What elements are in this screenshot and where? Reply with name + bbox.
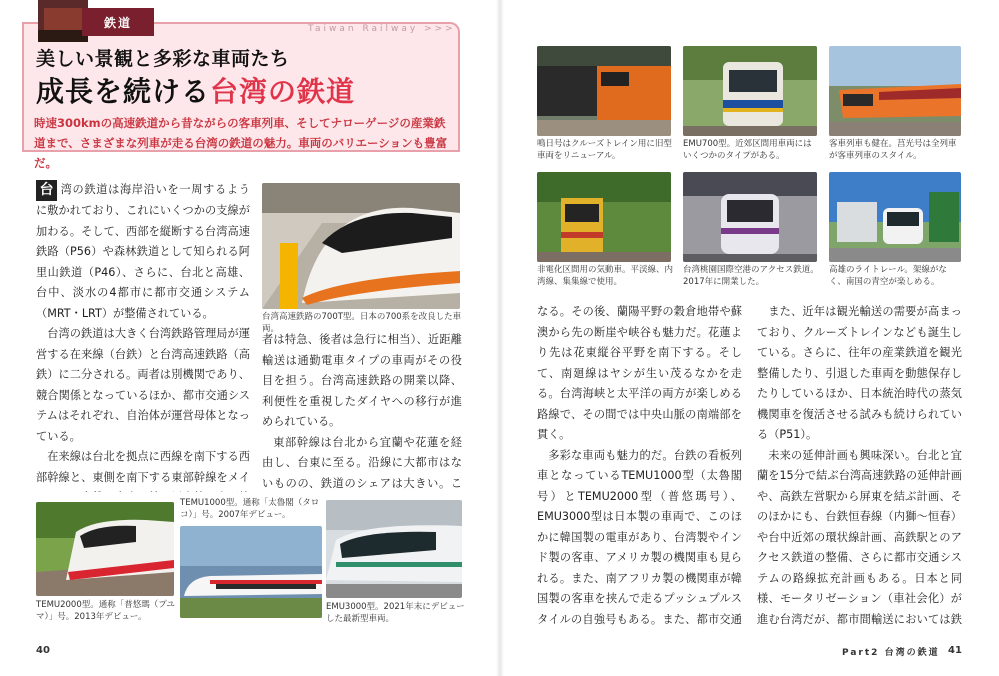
caption-airport-mrt: 台湾桃園国際空港のアクセス鉄道。2017年に開業した。 [683,265,819,287]
paragraph [36,180,250,324]
page-number-right: 41 [948,645,962,656]
caption-hsr: 台湾高速鉄路の700T型。日本の700系を改良した車両。 [262,312,462,334]
paragraph: また、近年は観光輸送の需要が高まっており、クルーズトレインなども誕生している。さらに、往年の産業鉄道を観光整備したり、引退した車両を動態保存したりしているほか、日本統治時代の蒸気機関車を復活させる試みも続けられている（P51）。 [757,305,962,441]
caption-kaohsiung-lrt: 高雄のライトレール。架線がなく、南国の青空が楽しめる。 [829,265,947,287]
dropcap: 台 [36,180,57,201]
caption-chukuang: 客車列車も健在。莒光号は全列車が客車列車のスタイル。 [829,139,957,161]
body-column-3 [537,302,742,626]
footer-section-label: Part2 台湾の鉄道 [842,648,940,658]
paragraph: 多彩な車両も魅力的だ。台鉄の看板列車となっているTEMU1000型（太魯閣号）とTEMU2000型（普悠瑪号）、EMU3000型は日本製の車両で、このほかに韓国製の電車があり、台湾製やインド製の客車、アメリカ製の機関車も見られる。また、南アフリカ製の機関車が韓国製の客車を挟んで走るプッシュプルスタイルの自強号もある。また、都市交通 [537,448,742,626]
header-thumbnail-photo [38,0,88,42]
caption-mingri: 鳴日号はクルーズトレイン用に旧型車両をリニューアル。 [537,139,672,161]
page-number-left: 40 [36,645,50,656]
title-line-1: 美しい景観と多彩な車両たち [36,48,290,70]
english-label: Taiwan Railway >>> [308,24,456,34]
photo-temu2000 [36,502,174,596]
section-tag: 鉄道 [82,8,154,36]
body-column-4 [757,302,962,626]
paragraph-text: 湾の鉄道は海岸沿いを一周するように敷かれており、これにいくつかの支線が加わる。そして、西部を縦断する台湾高速鉄路（P56）や森林鉄道として知られる阿里山鉄道（P46）、さらに、台北と高雄、台中、淡水の4都市に都市交通システム（MRT・LRT）が整備されている。 [36,183,250,320]
photo-kaohsiung-lrt [829,172,961,262]
gutter [496,0,504,676]
caption-temu2000: TEMU2000型。通称「普悠瑪（プユマ）」号。2013年デビュー。 [36,600,175,622]
paragraph: 者は特急、後者は急行に相当）、近距離輸送は通勤電車タイプの車両がその役目を担う。台湾高速鉄路の開業以降、利便性を重視したダイヤへの移行が進められている。 [262,333,462,428]
photo-dmu [537,172,671,262]
photo-chukuang [829,46,961,136]
photo-hsr-700t [262,183,460,309]
caption-emu700: EMU700型。近郊区間用車両にはいくつかのタイプがある。 [683,139,812,161]
paragraph: 東部幹線は台北から宜蘭や花蓮を経由し、台東に至る。沿線に大都市はないものの、鉄道のシェアは大きい。こ [262,435,462,490]
title-prefix: 成長を続ける [36,75,211,108]
subtitle: 時速300kmの高速鉄道から昔ながらの客車列車、そしてナローゲージの産業鉄道まで、さまざまな列車が走る台湾の鉄道の魅力。車両のバリエーションも豊富だ。 [34,116,448,170]
caption-dmu: 非電化区間用の気動車。平渓線、内湾線、集集線で使用。 [537,265,674,287]
photo-airport-mrt [683,172,817,262]
paragraph: なる。その後、蘭陽平野の穀倉地帯や蘇澳から先の断崖や峡谷も魅力だ。花蓮より先は花東縦谷平野を南下する。そして、南廻線はヤシが生い茂るなかを走る。台湾海峡と太平洋の両方が楽しめる路線で、その間では中央山脈の南端部を貫く。 [537,305,742,441]
photo-emu3000 [326,500,462,598]
title-highlight: 台湾の鉄道 [210,75,356,108]
photo-temu1000 [180,526,322,618]
title-line-2 [36,70,355,110]
paragraph: 未来の延伸計画も興味深い。台北と宜蘭を15分で結ぶ台湾高速鉄路の延伸計画や、高鉄左営駅から屏東を結ぶ計画、そのほかにも、台鉄恒春線（内獅～恒春）や台中近郊の環状線計画、高鉄駅とのアクセス鉄道の整備、さらに都市交通システムの路線拡充計画もある。日本と同様、モータリゼーション（車社会化）が進む台湾だが、都市間輸送においては鉄 [757,448,962,626]
photo-emu700 [683,46,817,136]
body-column-2 [262,330,462,492]
caption-temu1000: TEMU1000型。通称「太魯閣（タロコ）」号。2007年デビュー。 [180,498,320,520]
paragraph: 台湾の鉄道は大きく台湾鉄路管理局が運営する在来線（台鉄）と台湾高速鉄路（高鉄）に二分される。両者は別機関であり、競合関係となっているほか、都市交通システムはそれぞれ、自治体が運営母体となっている。 [36,327,250,443]
body-column-1 [36,180,250,492]
photo-mingri [537,46,671,136]
paragraph: 在来線は台北を拠点に西線を南下する西部幹線と、東側を南下する東部幹線をメイ [36,450,250,484]
caption-emu3000: EMU3000型。2021年末にデビューした最新型車両。 [326,602,465,624]
